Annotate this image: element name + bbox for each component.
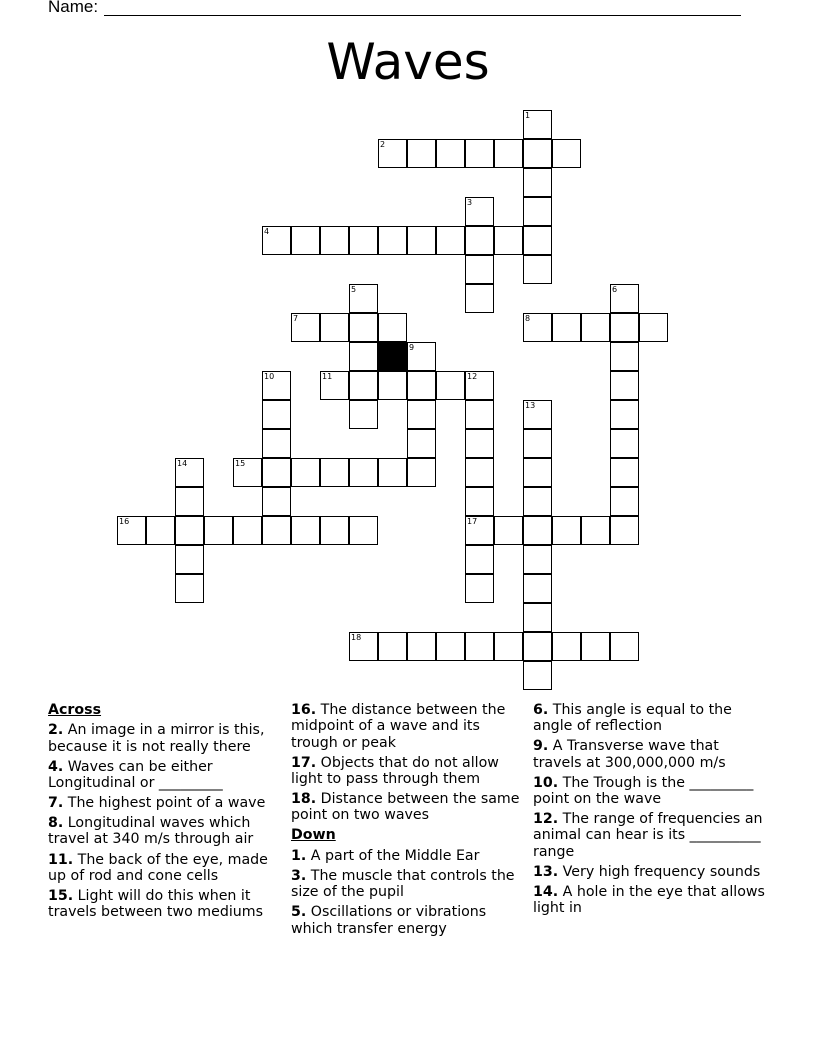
down-clue [291, 848, 523, 864]
crossword-cell[interactable] [523, 400, 552, 429]
crossword-cell[interactable] [610, 371, 639, 400]
crossword-cell[interactable] [523, 574, 552, 603]
down-clue [533, 738, 765, 771]
clue-text: An image in a mirror is this, because it is not really there [48, 722, 265, 755]
clue-number: 1 [525, 111, 531, 120]
clue-text: The distance between the midpoint of a wave and its trough or peak [291, 702, 506, 751]
crossword-cell[interactable] [291, 516, 320, 545]
crossword-cell[interactable] [175, 574, 204, 603]
crossword-cell[interactable] [610, 516, 639, 545]
name-label: Name: [48, 0, 99, 16]
crossword-cell[interactable] [349, 371, 378, 400]
clue-text: The range of frequencies an animal can hear is its __________ range [533, 811, 763, 860]
crossword-cell[interactable] [523, 603, 552, 632]
page-title: Waves [326, 33, 490, 91]
clue-number: 3 [467, 198, 473, 207]
crossword-cell[interactable] [262, 429, 291, 458]
across-clue [291, 702, 523, 751]
crossword-cell[interactable] [175, 545, 204, 574]
clue-text: Oscillations or vibrations which transfer energy [291, 904, 487, 937]
crossword-cell[interactable] [407, 226, 436, 255]
crossword-cell[interactable] [436, 226, 465, 255]
clue-number: 13 [525, 401, 536, 410]
clue-number: 14 [177, 459, 188, 468]
down-heading: Down [291, 827, 336, 844]
crossword-cell[interactable] [523, 661, 552, 690]
crossword-cell[interactable] [610, 284, 639, 313]
clue-num: 8. [48, 815, 64, 832]
crossword-cell[interactable] [407, 400, 436, 429]
clue-text: The muscle that controls the size of the pupil [291, 867, 515, 901]
crossword-cell[interactable] [349, 226, 378, 255]
crossword-cell[interactable] [610, 400, 639, 429]
crossword-cell[interactable] [349, 313, 378, 342]
across-clue [291, 791, 523, 824]
crossword-cell[interactable] [349, 342, 378, 371]
crossword-cell[interactable] [407, 458, 436, 487]
clue-text: A part of the Middle Ear [306, 847, 480, 864]
across-clue [48, 852, 280, 885]
crossword-cell[interactable] [610, 342, 639, 371]
crossword-cell[interactable] [349, 516, 378, 545]
across-clue [48, 815, 280, 848]
crossword-cell[interactable] [523, 429, 552, 458]
down-clue [533, 884, 765, 917]
clue-number: 6 [612, 285, 618, 294]
crossword-cell[interactable] [407, 371, 436, 400]
crossword-cell[interactable] [262, 516, 291, 545]
crossword-cell[interactable] [349, 458, 378, 487]
crossword-cell[interactable] [552, 632, 581, 661]
crossword-cell[interactable] [523, 139, 552, 168]
crossword-cell[interactable] [523, 226, 552, 255]
crossword-cell[interactable] [407, 342, 436, 371]
crossword-cell[interactable] [494, 139, 523, 168]
crossword-cell[interactable] [320, 313, 349, 342]
down-clue [533, 864, 765, 880]
clue-num: 16. [291, 702, 317, 718]
crossword-cell[interactable] [349, 632, 378, 661]
crossword-cell[interactable] [378, 632, 407, 661]
clue-number: 7 [293, 314, 299, 323]
crossword-cell[interactable] [523, 632, 552, 661]
crossword-cell[interactable] [175, 516, 204, 545]
crossword-cell[interactable] [407, 139, 436, 168]
crossword-cell[interactable] [523, 458, 552, 487]
crossword-cell[interactable] [465, 139, 494, 168]
crossword-cell[interactable] [581, 313, 610, 342]
across-clue [291, 755, 523, 788]
clue-num: 11. [48, 851, 74, 868]
crossword-cell[interactable] [523, 255, 552, 284]
down-clue [533, 702, 765, 735]
clue-num: 10. [533, 774, 559, 791]
crossword-cell[interactable] [262, 226, 291, 255]
crossword-cell[interactable] [465, 632, 494, 661]
crossword-cell[interactable] [465, 429, 494, 458]
crossword-cell[interactable] [494, 226, 523, 255]
crossword-cell[interactable] [407, 429, 436, 458]
crossword-cell[interactable] [262, 371, 291, 400]
crossword-cell[interactable] [523, 313, 552, 342]
crossword-cell[interactable] [523, 545, 552, 574]
crossword-cell[interactable] [552, 139, 581, 168]
crossword-cell[interactable] [610, 487, 639, 516]
clue-text: Very high frequency sounds [558, 863, 761, 880]
crossword-cell[interactable] [581, 516, 610, 545]
crossword-cell[interactable] [436, 632, 465, 661]
crossword-cell[interactable] [610, 458, 639, 487]
crossword-cell[interactable] [465, 574, 494, 603]
crossword-cell[interactable] [378, 313, 407, 342]
across-heading: Across [48, 702, 102, 718]
clue-number: 17 [467, 517, 478, 526]
clue-text: This angle is equal to the angle of reflection [533, 702, 732, 735]
clue-number: 4 [264, 227, 270, 236]
clue-text: The Trough is the _________ point on the wave [533, 774, 754, 808]
crossword-cell[interactable] [494, 632, 523, 661]
clue-number: 11 [322, 372, 333, 381]
crossword-cell[interactable] [465, 545, 494, 574]
down-clue [291, 868, 523, 901]
crossword-cell[interactable] [465, 487, 494, 516]
clue-num: 1. [291, 847, 307, 864]
crossword-cell[interactable] [465, 226, 494, 255]
crossword-cell[interactable] [523, 110, 552, 139]
clue-number: 10 [264, 372, 275, 381]
across-clue [48, 795, 280, 811]
clue-number: 9 [409, 343, 415, 352]
crossword-cell[interactable] [436, 371, 465, 400]
crossword-cell[interactable] [494, 516, 523, 545]
clues-column-1 [48, 702, 280, 924]
crossword-cell[interactable] [581, 632, 610, 661]
black-square [378, 342, 407, 371]
across-clue [48, 722, 280, 755]
crossword-cell[interactable] [552, 313, 581, 342]
clue-num: 6. [533, 702, 549, 718]
clue-num: 14. [533, 883, 559, 900]
crossword-cell[interactable] [639, 313, 668, 342]
crossword-cell[interactable] [523, 487, 552, 516]
clue-text: Light will do this when it travels between two mediums [48, 887, 263, 921]
clue-num: 18. [291, 791, 317, 808]
clue-text: A Transverse wave that travels at 300,000,000 m/s [533, 738, 726, 771]
crossword-cell[interactable] [378, 371, 407, 400]
clues-column-3 [533, 702, 765, 920]
clue-text: The back of the eye, made up of rod and cone cells [48, 851, 268, 884]
clue-num: 4. [48, 758, 64, 775]
clue-num: 13. [533, 863, 559, 880]
crossword-cell[interactable] [610, 313, 639, 342]
crossword-cell[interactable] [552, 516, 581, 545]
crossword-cell[interactable] [291, 458, 320, 487]
crossword-cell[interactable] [465, 400, 494, 429]
crossword-cell[interactable] [378, 458, 407, 487]
crossword-cell[interactable] [523, 197, 552, 226]
crossword-cell[interactable] [436, 139, 465, 168]
crossword-cell[interactable] [465, 255, 494, 284]
clue-number: 15 [235, 459, 246, 468]
crossword-cell[interactable] [523, 516, 552, 545]
clue-number: 8 [525, 314, 531, 323]
crossword-cell[interactable] [204, 516, 233, 545]
crossword-cell[interactable] [233, 458, 262, 487]
crossword-cell[interactable] [175, 458, 204, 487]
clue-text: Longitudinal waves which travel at 340 m/s through air [48, 815, 254, 848]
clue-num: 15. [48, 887, 74, 904]
crossword-cell[interactable] [320, 371, 349, 400]
crossword-cell[interactable] [378, 226, 407, 255]
clue-num: 5. [291, 904, 307, 921]
clue-text: Objects that do not allow light to pass through them [291, 754, 499, 787]
crossword-cell[interactable] [233, 516, 262, 545]
crossword-cell[interactable] [320, 226, 349, 255]
crossword-cell[interactable] [610, 632, 639, 661]
down-clue [533, 775, 765, 808]
clue-number: 16 [119, 517, 130, 526]
crossword-cell[interactable] [320, 458, 349, 487]
crossword-cell[interactable] [610, 429, 639, 458]
crossword-cell[interactable] [378, 139, 407, 168]
crossword-cell[interactable] [349, 400, 378, 429]
clue-number: 18 [351, 633, 362, 642]
crossword-cell[interactable] [262, 487, 291, 516]
crossword-cell[interactable] [117, 516, 146, 545]
crossword-cell[interactable] [465, 516, 494, 545]
clues-column-2 [291, 702, 523, 941]
crossword-cell[interactable] [349, 284, 378, 313]
clue-num: 17. [291, 754, 317, 771]
crossword-cell[interactable] [320, 516, 349, 545]
crossword-cell[interactable] [291, 226, 320, 255]
clue-number: 5 [351, 285, 357, 294]
crossword-cell[interactable] [407, 632, 436, 661]
crossword-cell[interactable] [146, 516, 175, 545]
crossword-cell[interactable] [465, 197, 494, 226]
clue-num: 2. [48, 722, 64, 739]
clue-number: 12 [467, 372, 478, 381]
clue-text: Waves can be either Longitudinal or _________ [48, 758, 223, 791]
clue-number: 2 [380, 140, 386, 149]
clue-num: 3. [291, 867, 307, 884]
clue-num: 9. [533, 738, 549, 755]
crossword-cell[interactable] [465, 458, 494, 487]
down-clue [291, 904, 523, 937]
crossword-cell[interactable] [465, 284, 494, 313]
clue-num: 12. [533, 811, 559, 828]
crossword-cell[interactable] [291, 313, 320, 342]
crossword-cell[interactable] [523, 168, 552, 197]
crossword-cell[interactable] [262, 400, 291, 429]
clue-text: A hole in the eye that allows light in [533, 883, 765, 917]
across-clue [48, 759, 280, 792]
clue-text: Distance between the same point on two waves [291, 791, 520, 824]
clue-num: 7. [48, 795, 64, 812]
crossword-cell[interactable] [262, 458, 291, 487]
down-clue [533, 811, 765, 860]
crossword-cell[interactable] [175, 487, 204, 516]
crossword-cell[interactable] [465, 371, 494, 400]
clue-text: The highest point of a wave [63, 795, 266, 812]
across-clue [48, 888, 280, 921]
